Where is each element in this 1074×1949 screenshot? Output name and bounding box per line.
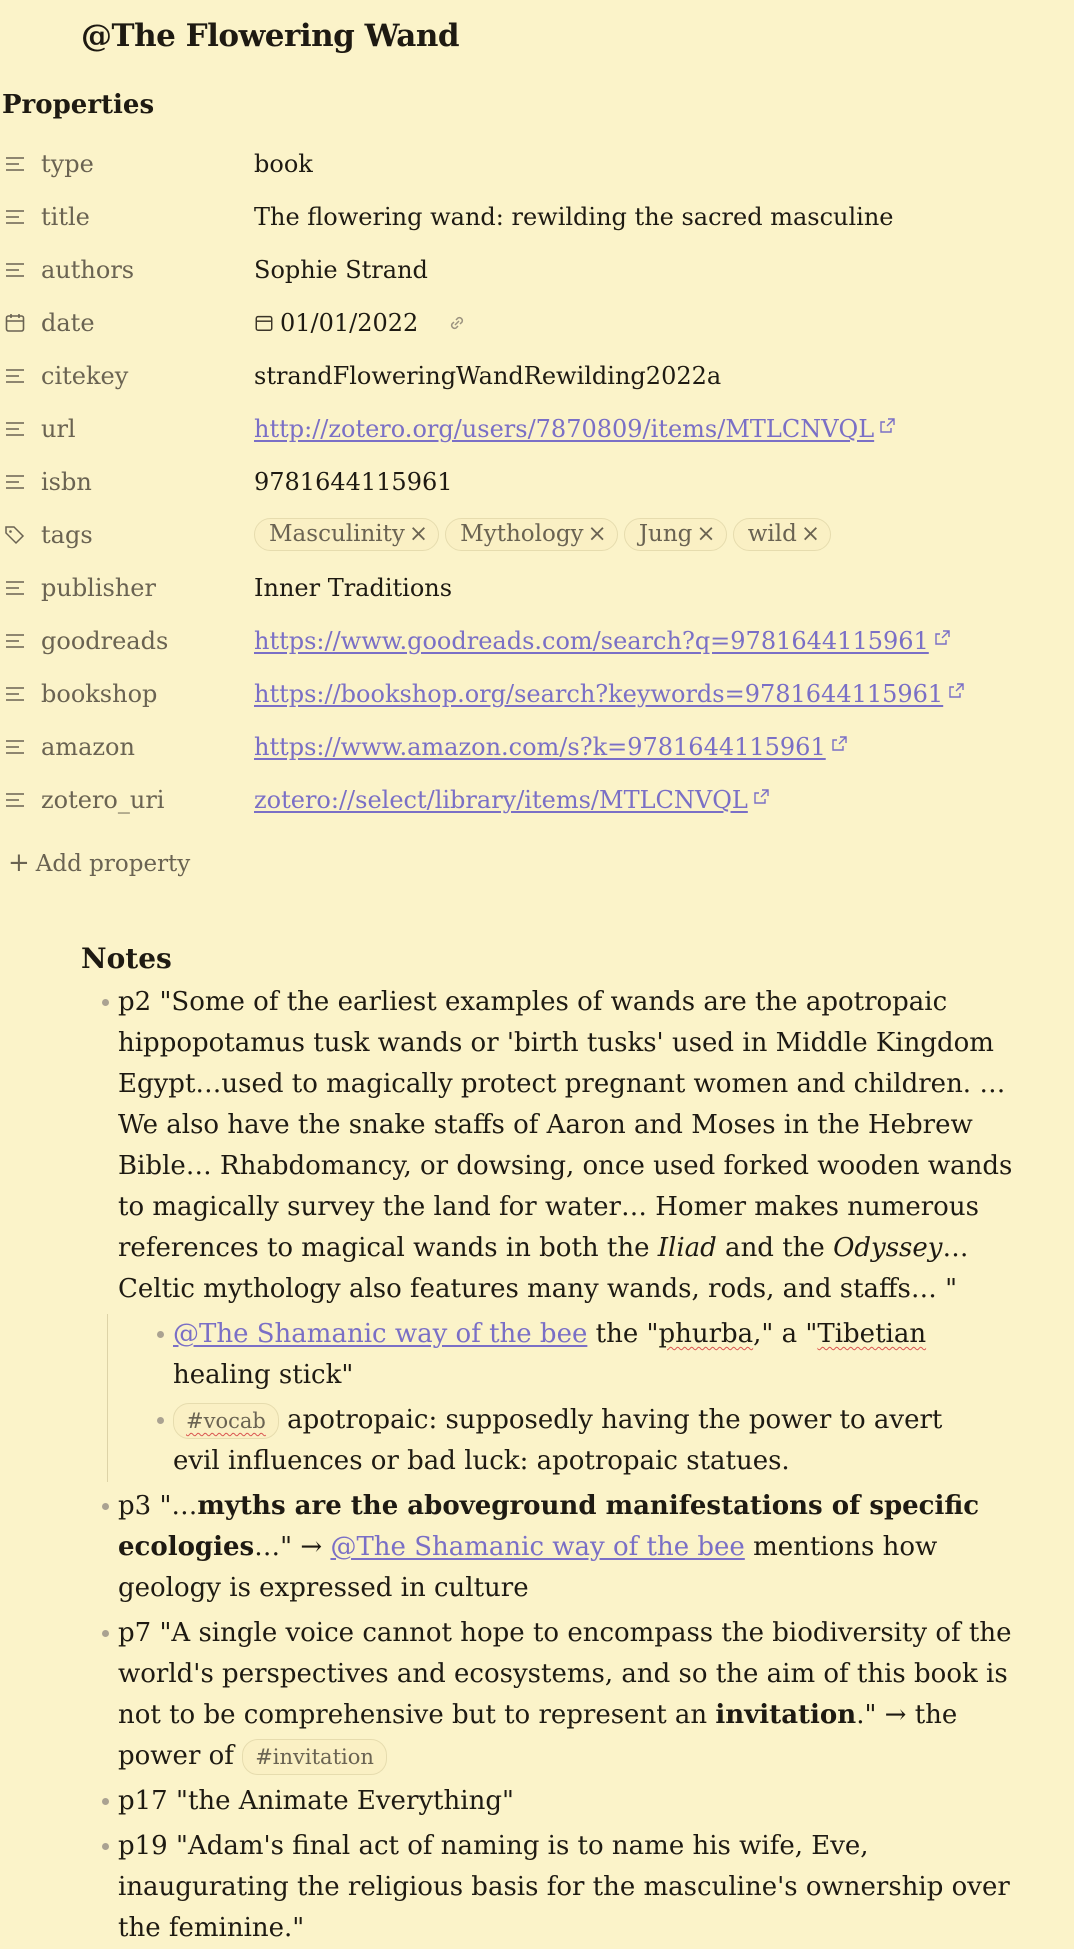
property-value-amazon [254, 733, 848, 761]
property-value-url [254, 415, 896, 443]
text-lines-icon [4, 683, 26, 705]
list-item[interactable]: p17 "the Animate Everything" [118, 1781, 1023, 1822]
tag-chip[interactable]: Jung × [624, 518, 727, 551]
bookshop-link[interactable]: https://bookshop.org/search?keywords=9781644115961 [254, 680, 944, 708]
external-link-icon[interactable] [933, 629, 951, 647]
tag-chip[interactable]: wild × [733, 518, 831, 551]
property-type[interactable] [0, 140, 1074, 193]
property-tags[interactable] [0, 511, 1074, 564]
property-value-title[interactable]: The flowering wand: rewilding the sacred masculine [254, 203, 894, 231]
link-icon[interactable] [446, 312, 468, 334]
external-link-icon[interactable] [947, 682, 965, 700]
bullet-icon[interactable] [102, 1843, 109, 1850]
property-key-publisher[interactable]: publisher [41, 574, 156, 602]
text-lines-icon [4, 789, 26, 811]
bullet-icon[interactable] [102, 999, 109, 1006]
bullet-icon[interactable] [102, 1630, 109, 1637]
url-link[interactable]: http://zotero.org/users/7870809/items/MTLCNVQL [254, 415, 875, 443]
external-link-icon[interactable] [752, 788, 770, 806]
property-value-type[interactable]: book [254, 150, 313, 178]
property-value-authors[interactable]: Sophie Strand [254, 256, 428, 284]
properties-heading[interactable]: Properties [2, 90, 155, 120]
property-value-goodreads [254, 627, 951, 655]
hashtag-chip[interactable]: #vocab [173, 1403, 279, 1439]
property-title[interactable] [0, 193, 1074, 246]
property-value-citekey[interactable]: strandFloweringWandRewilding2022a [254, 362, 722, 390]
property-key-tags[interactable]: tags [41, 521, 93, 549]
properties-list [0, 140, 1074, 829]
property-value-publisher[interactable]: Inner Traditions [254, 574, 453, 602]
text-lines-icon [4, 206, 26, 228]
list-item[interactable]: @The Shamanic way of the bee the "phurba," a "Tibetian healing stick" [173, 1314, 978, 1396]
list-item[interactable]: p19 "Adam's final act of naming is to name his wife, Eve, inaugurating the religious basis for the masculine's ownership over the feminine." [118, 1826, 1023, 1949]
property-key-date[interactable]: date [41, 309, 95, 337]
property-key-isbn[interactable]: isbn [41, 468, 92, 496]
tag-chip[interactable]: Masculinity × [254, 518, 439, 551]
notes-list [0, 978, 1074, 1949]
page-title: @The Flowering Wand [81, 18, 460, 54]
remove-tag-icon[interactable]: × [587, 521, 607, 547]
property-zotero-uri[interactable] [0, 776, 1074, 829]
property-key-authors[interactable]: authors [41, 256, 135, 284]
text-lines-icon [4, 471, 26, 493]
list-item[interactable]: #vocab apotropaic: supposedly having the power to avert evil influences or bad luck: apotropaic statues. [173, 1400, 978, 1482]
property-value-bookshop [254, 680, 965, 708]
text-lines-icon [4, 259, 26, 281]
property-bookshop[interactable] [0, 670, 1074, 723]
property-url[interactable] [0, 405, 1074, 458]
property-goodreads[interactable] [0, 617, 1074, 670]
text-lines-icon [4, 736, 26, 758]
property-key-zotero-uri[interactable]: zotero_uri [41, 786, 165, 814]
page-link[interactable]: @The Shamanic way of the bee [330, 1532, 745, 1562]
text-lines-icon [4, 577, 26, 599]
property-amazon[interactable] [0, 723, 1074, 776]
text-lines-icon [4, 153, 26, 175]
property-value-isbn[interactable]: 9781644115961 [254, 468, 453, 496]
goodreads-link[interactable]: https://www.goodreads.com/search?q=9781644115961 [254, 627, 929, 655]
nested-list [107, 1314, 978, 1482]
property-citekey[interactable] [0, 352, 1074, 405]
property-publisher[interactable] [0, 564, 1074, 617]
plus-icon: + [8, 848, 30, 878]
property-key-amazon[interactable]: amazon [41, 733, 135, 761]
calendar-icon [254, 313, 274, 333]
bullet-icon[interactable] [157, 1417, 164, 1424]
remove-tag-icon[interactable]: × [408, 521, 429, 547]
property-authors[interactable] [0, 246, 1074, 299]
external-link-icon[interactable] [830, 735, 848, 753]
property-isbn[interactable] [0, 458, 1074, 511]
property-value-tags [254, 518, 837, 551]
property-key-title[interactable]: title [41, 203, 90, 231]
bullet-icon[interactable] [102, 1503, 109, 1510]
hashtag-chip[interactable]: #invitation [242, 1739, 387, 1775]
text-lines-icon [4, 365, 26, 387]
external-link-icon[interactable] [878, 417, 896, 435]
text-lines-icon [4, 630, 26, 652]
zotero-uri-link[interactable]: zotero://select/library/items/MTLCNVQL [254, 786, 748, 814]
calendar-icon [4, 312, 26, 334]
amazon-link[interactable]: https://www.amazon.com/s?k=9781644115961 [254, 733, 826, 761]
property-value-zotero-uri [254, 786, 770, 814]
property-key-bookshop[interactable]: bookshop [41, 680, 158, 708]
tags-icon [4, 524, 26, 546]
page-link[interactable]: @The Shamanic way of the bee [173, 1319, 588, 1349]
property-key-type[interactable]: type [41, 150, 94, 178]
remove-tag-icon[interactable]: × [800, 521, 821, 547]
bullet-icon[interactable] [157, 1331, 164, 1338]
property-key-citekey[interactable]: citekey [41, 362, 129, 390]
bullet-icon[interactable] [102, 1798, 109, 1805]
notes-heading[interactable]: Notes [81, 942, 172, 975]
property-value-date[interactable] [254, 309, 468, 337]
list-item[interactable]: p3 "…myths are the aboveground manifestations of specific ecologies…" → @The Shamanic way of the bee mentions how geology is expressed in culture [118, 1486, 1023, 1609]
property-date[interactable] [0, 299, 1074, 352]
property-key-goodreads[interactable]: goodreads [41, 627, 169, 655]
list-item[interactable]: p7 "A single voice cannot hope to encompass the biodiversity of the world's perspectives and ecosystems, and so the aim of this book is not to be comprehensive but to represent an invitation." → the power of #invitation [118, 1613, 1023, 1777]
text-lines-icon [4, 418, 26, 440]
date-input[interactable]: 01/01/2022 [280, 309, 419, 337]
list-item[interactable]: p2 "Some of the earliest examples of wands are the apotropaic hippopotamus tusk wands or 'birth tusks' used in Middle Kingdom Egypt…used to magically protect pregnant women and children. …We also have the snake staffs of Aaron and Moses in the Hebrew Bible… Rhabdomancy, or dowsing, once used forked wooden wands to magically survey the land for water… Homer makes numerous references to magical wands in both the Iliad and the Odyssey… Celtic mythology also features many wands, rods, and staffs… " [118, 982, 1023, 1310]
property-key-url[interactable]: url [41, 415, 76, 443]
remove-tag-icon[interactable]: × [696, 521, 716, 547]
add-property-button[interactable]: + Add property [8, 848, 191, 878]
tag-chip[interactable]: Mythology × [445, 518, 618, 551]
